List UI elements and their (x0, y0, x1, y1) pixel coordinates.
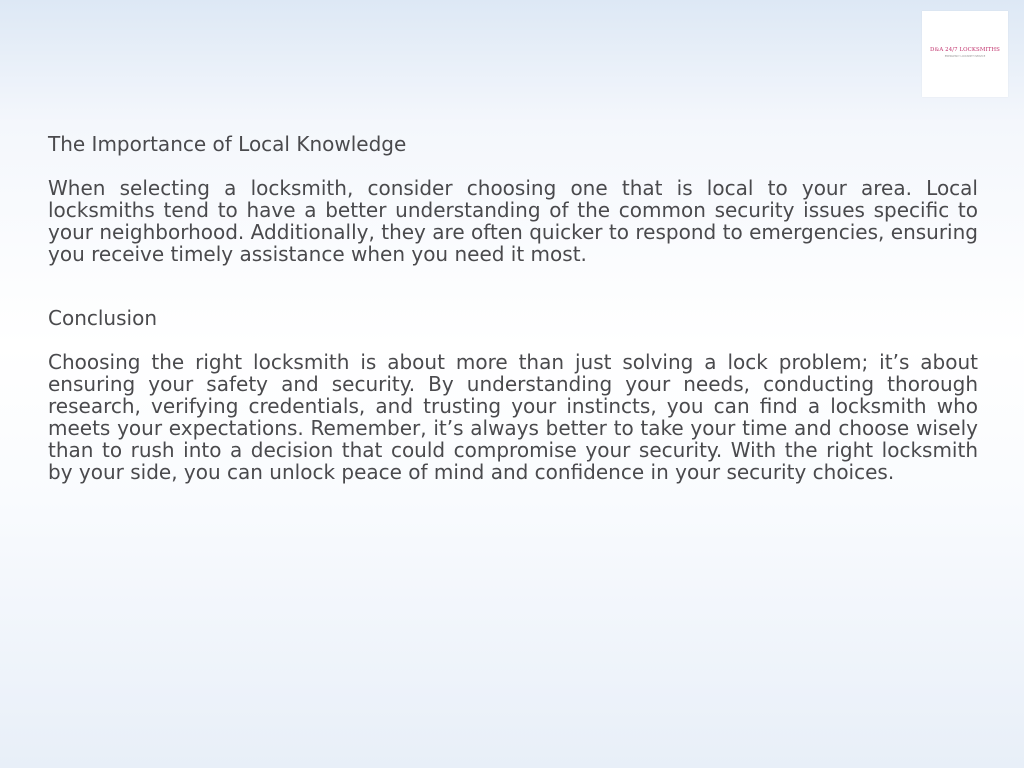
section-body: When selecting a locksmith, consider choosing one that is local to your area. Local locksmiths tend to have a better understanding of the common security issues specific to your neighborhood. Additionally, they are often quicker to respond to emergencies, ensuring you receive timely assistance when you need it most. (48, 176, 978, 266)
section-heading: Conclusion (48, 306, 157, 330)
company-logo (922, 11, 1008, 97)
section-local-knowledge (48, 131, 978, 265)
section-body: Choosing the right locksmith is about more than just solving a lock problem; it’s about ensuring your safety and security. By understanding your needs, conducting thorough research, verifying credentials, and trusting your instincts, you can find a locksmith who meets your expectations. Remember, it’s always better to take your time and choose wisely than to rush into a decision that could compromise your security. With the right locksmith by your side, you can unlock peace of mind and confidence in your security choices. (48, 350, 978, 484)
section-heading: The Importance of Local Knowledge (48, 132, 407, 156)
logo-name: D&A 24/7 LOCKSMITHS (930, 47, 1000, 53)
logo-tagline: EMERGENCY LOCKSMITH SERVICE (944, 55, 986, 58)
section-conclusion (48, 305, 978, 483)
slide-content (48, 131, 978, 483)
